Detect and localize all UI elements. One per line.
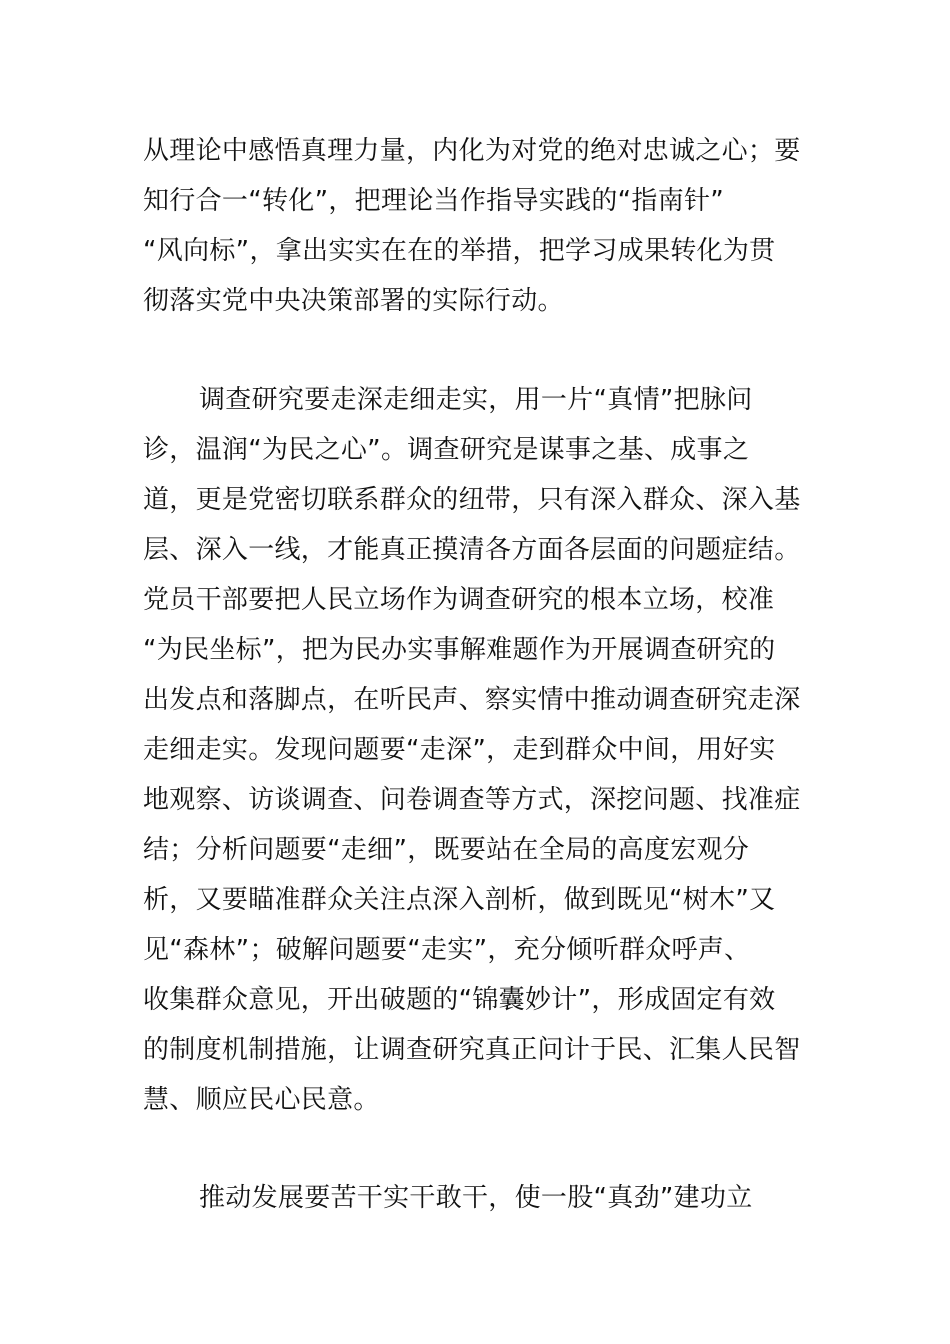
- paragraph-2-line-1: 调查研究要走深走细走实，用一片“真情”把脉问: [199, 385, 753, 415]
- paragraph-2-line-8: 走细走实。发现问题要“走深”，走到群众中间，用好实: [143, 735, 776, 765]
- paragraph-2-line-6: “为民坐标”，把为民办实事解难题作为开展调查研究的: [143, 635, 776, 665]
- paragraph-1-line-3: “风向标”，拿出实实在在的举措，把学习成果转化为贯: [143, 236, 776, 266]
- paragraph-2-line-7: 出发点和落脚点，在听民声、察实情中推动调查研究走深: [143, 685, 801, 715]
- paragraph-2-line-2: 诊，温润“为民之心”。调查研究是谋事之基、成事之: [143, 435, 750, 465]
- paragraph-2-line-4: 层、深入一线，才能真正摸清各方面各层面的问题症结。: [143, 535, 801, 565]
- paragraph-1-line-1: 从理论中感悟真理力量，内化为对党的绝对忠诚之心；要: [143, 136, 801, 166]
- paragraph-2-line-3: 道，更是党密切联系群众的纽带，只有深入群众、深入基: [143, 485, 801, 515]
- paragraph-2-line-12: 见“森林”；破解问题要“走实”，充分倾听群众呼声、: [143, 935, 751, 965]
- paragraph-1-line-4: 彻落实党中央决策部署的实际行动。: [143, 286, 564, 316]
- paragraph-2-line-15: 慧、顺应民心民意。: [143, 1085, 380, 1115]
- paragraph-3-line-1: 推动发展要苦干实干敢干，使一股“真劲”建功立: [199, 1183, 753, 1213]
- paragraph-2-line-9: 地观察、访谈调查、问卷调查等方式，深挖问题、找准症: [143, 785, 801, 815]
- paragraph-2-line-14: 的制度机制措施，让调查研究真正问计于民、汇集人民智: [143, 1035, 801, 1065]
- paragraph-2-line-5: 党员干部要把人民立场作为调查研究的根本立场，校准: [143, 585, 775, 615]
- paragraph-1-line-2: 知行合一“转化”，把理论当作指导实践的“指南针”: [143, 186, 725, 216]
- paragraph-2-line-11: 析，又要瞄准群众关注点深入剖析，做到既见“树木”又: [143, 885, 776, 915]
- paragraph-2-line-13: 收集群众意见，开出破题的“锦囊妙计”，形成固定有效: [143, 985, 776, 1015]
- paragraph-2-line-10: 结；分析问题要“走细”，既要站在全局的高度宏观分: [143, 835, 750, 865]
